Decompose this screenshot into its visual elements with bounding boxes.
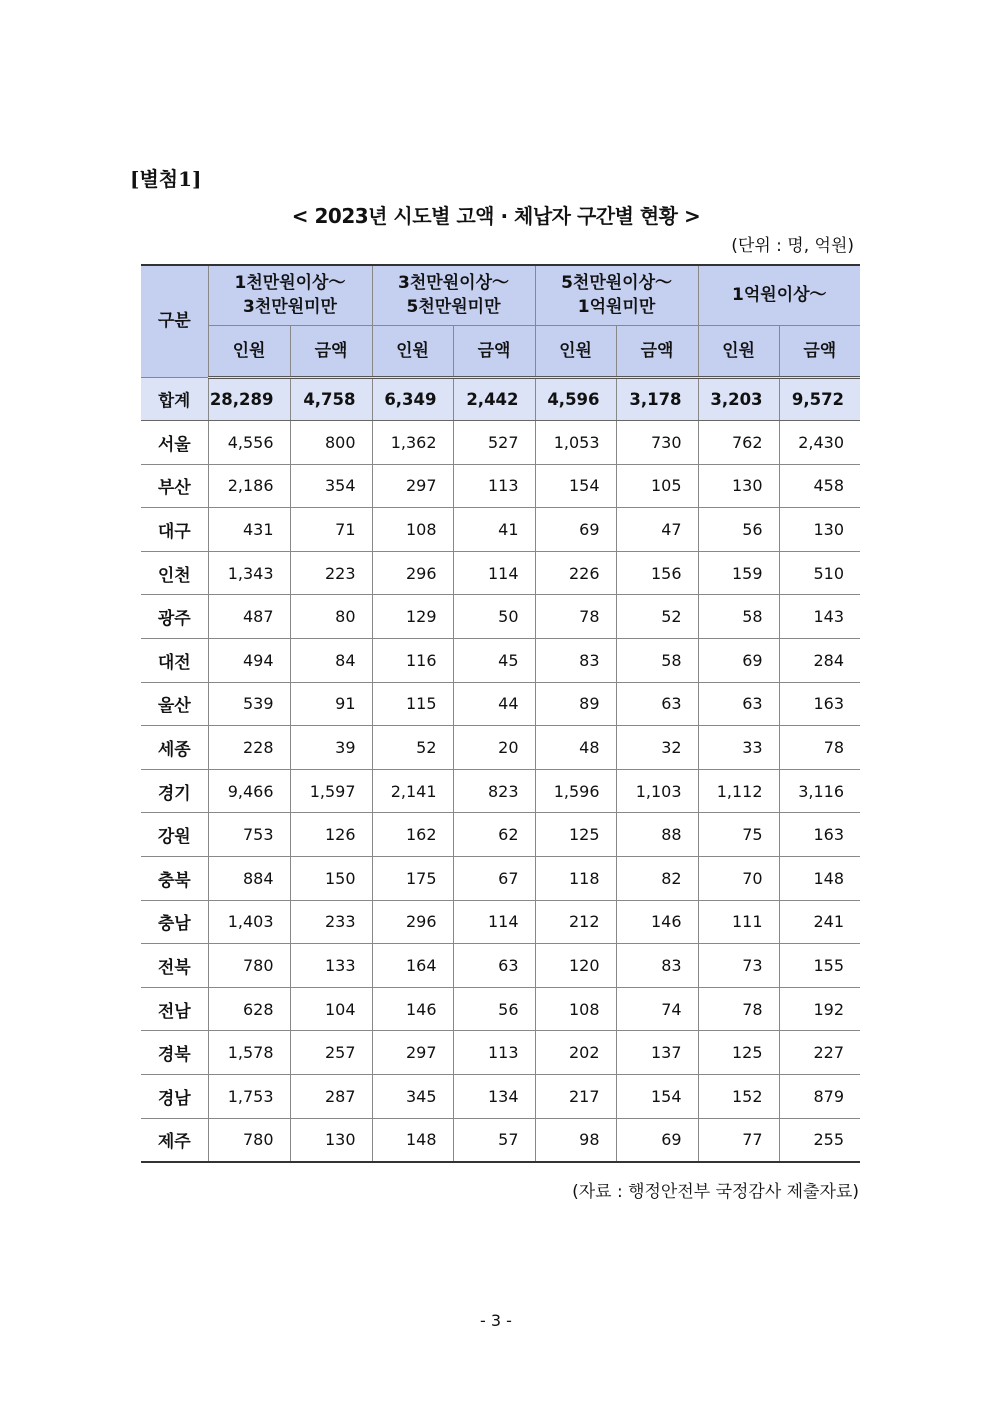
value-cell: 63 (698, 682, 779, 726)
value-cell: 58 (698, 595, 779, 639)
region-cell: 경북 (141, 1031, 208, 1075)
value-cell: 125 (535, 813, 616, 857)
value-cell: 98 (535, 1118, 616, 1162)
value-cell: 82 (616, 857, 698, 901)
header-sub: 금액 (453, 325, 535, 377)
value-cell: 4,758 (290, 377, 372, 421)
header-group: 3천만원이상～ 5천만원미만 (372, 265, 535, 325)
value-cell: 879 (779, 1075, 860, 1119)
value-cell: 297 (372, 1031, 453, 1075)
table-row (141, 769, 860, 813)
value-cell: 2,442 (453, 377, 535, 421)
value-cell: 1,362 (372, 421, 453, 465)
value-cell: 84 (290, 639, 372, 683)
region-cell: 경남 (141, 1075, 208, 1119)
value-cell: 63 (616, 682, 698, 726)
value-cell: 762 (698, 421, 779, 465)
value-cell: 56 (698, 508, 779, 552)
value-cell: 431 (208, 508, 290, 552)
value-cell: 228 (208, 726, 290, 770)
table-row (141, 595, 860, 639)
header-sub: 금액 (290, 325, 372, 377)
region-cell: 경기 (141, 769, 208, 813)
value-cell: 70 (698, 857, 779, 901)
value-cell: 233 (290, 900, 372, 944)
value-cell: 69 (698, 639, 779, 683)
header-sub: 인원 (698, 325, 779, 377)
header-sub: 인원 (372, 325, 453, 377)
value-cell: 126 (290, 813, 372, 857)
value-cell: 494 (208, 639, 290, 683)
value-cell: 52 (372, 726, 453, 770)
value-cell: 9,466 (208, 769, 290, 813)
value-cell: 4,596 (535, 377, 616, 421)
value-cell: 75 (698, 813, 779, 857)
header-sub: 인원 (208, 325, 290, 377)
value-cell: 296 (372, 900, 453, 944)
value-cell: 67 (453, 857, 535, 901)
value-cell: 108 (535, 987, 616, 1031)
value-cell: 83 (535, 639, 616, 683)
value-cell: 1,112 (698, 769, 779, 813)
value-cell: 118 (535, 857, 616, 901)
value-cell: 83 (616, 944, 698, 988)
value-cell: 4,556 (208, 421, 290, 465)
region-cell: 대전 (141, 639, 208, 683)
value-cell: 114 (453, 551, 535, 595)
value-cell: 3,203 (698, 377, 779, 421)
value-cell: 33 (698, 726, 779, 770)
value-cell: 148 (779, 857, 860, 901)
value-cell: 50 (453, 595, 535, 639)
value-cell: 104 (290, 987, 372, 1031)
value-cell: 115 (372, 682, 453, 726)
table-body (141, 377, 860, 1162)
value-cell: 78 (535, 595, 616, 639)
value-cell: 202 (535, 1031, 616, 1075)
page-number: - 3 - (480, 1311, 512, 1330)
region-cell: 세종 (141, 726, 208, 770)
value-cell: 74 (616, 987, 698, 1031)
value-cell: 134 (453, 1075, 535, 1119)
value-cell: 2,430 (779, 421, 860, 465)
value-cell: 1,753 (208, 1075, 290, 1119)
header-group: 1억원이상～ (698, 265, 860, 325)
table-row (141, 1118, 860, 1162)
value-cell: 154 (535, 464, 616, 508)
value-cell: 28,289 (208, 377, 290, 421)
table-row (141, 508, 860, 552)
value-cell: 69 (535, 508, 616, 552)
value-cell: 71 (290, 508, 372, 552)
value-cell: 227 (779, 1031, 860, 1075)
value-cell: 133 (290, 944, 372, 988)
value-cell: 111 (698, 900, 779, 944)
value-cell: 48 (535, 726, 616, 770)
value-cell: 297 (372, 464, 453, 508)
value-cell: 108 (372, 508, 453, 552)
value-cell: 296 (372, 551, 453, 595)
value-cell: 80 (290, 595, 372, 639)
table-row (141, 464, 860, 508)
table-row (141, 900, 860, 944)
value-cell: 539 (208, 682, 290, 726)
value-cell: 3,178 (616, 377, 698, 421)
value-cell: 130 (290, 1118, 372, 1162)
value-cell: 114 (453, 900, 535, 944)
value-cell: 753 (208, 813, 290, 857)
attachment-label: [별첨1] (130, 167, 202, 191)
table-row (141, 987, 860, 1031)
region-cell: 합계 (141, 377, 208, 421)
value-cell: 1,597 (290, 769, 372, 813)
value-cell: 78 (698, 987, 779, 1031)
table-row (141, 944, 860, 988)
table-row (141, 857, 860, 901)
region-cell: 전북 (141, 944, 208, 988)
value-cell: 57 (453, 1118, 535, 1162)
header-sub: 인원 (535, 325, 616, 377)
value-cell: 155 (779, 944, 860, 988)
value-cell: 130 (779, 508, 860, 552)
total-row (141, 377, 860, 421)
value-cell: 884 (208, 857, 290, 901)
value-cell: 105 (616, 464, 698, 508)
value-cell: 780 (208, 944, 290, 988)
value-cell: 175 (372, 857, 453, 901)
value-cell: 129 (372, 595, 453, 639)
value-cell: 130 (698, 464, 779, 508)
value-cell: 156 (616, 551, 698, 595)
value-cell: 69 (616, 1118, 698, 1162)
value-cell: 45 (453, 639, 535, 683)
value-cell: 143 (779, 595, 860, 639)
value-cell: 20 (453, 726, 535, 770)
value-cell: 41 (453, 508, 535, 552)
value-cell: 32 (616, 726, 698, 770)
header-sub: 금액 (616, 325, 698, 377)
value-cell: 58 (616, 639, 698, 683)
value-cell: 1,343 (208, 551, 290, 595)
value-cell: 458 (779, 464, 860, 508)
delinquent-taxpayer-table (141, 264, 860, 1163)
value-cell: 89 (535, 682, 616, 726)
value-cell: 217 (535, 1075, 616, 1119)
value-cell: 527 (453, 421, 535, 465)
value-cell: 628 (208, 987, 290, 1031)
value-cell: 823 (453, 769, 535, 813)
value-cell: 163 (779, 682, 860, 726)
value-cell: 91 (290, 682, 372, 726)
value-cell: 284 (779, 639, 860, 683)
value-cell: 148 (372, 1118, 453, 1162)
value-cell: 1,596 (535, 769, 616, 813)
table-row (141, 551, 860, 595)
value-cell: 162 (372, 813, 453, 857)
table-row (141, 421, 860, 465)
value-cell: 780 (208, 1118, 290, 1162)
region-cell: 울산 (141, 682, 208, 726)
value-cell: 1,403 (208, 900, 290, 944)
value-cell: 116 (372, 639, 453, 683)
header-sub: 금액 (779, 325, 860, 377)
region-cell: 강원 (141, 813, 208, 857)
value-cell: 510 (779, 551, 860, 595)
value-cell: 120 (535, 944, 616, 988)
value-cell: 255 (779, 1118, 860, 1162)
value-cell: 354 (290, 464, 372, 508)
value-cell: 1,578 (208, 1031, 290, 1075)
value-cell: 192 (779, 987, 860, 1031)
value-cell: 78 (779, 726, 860, 770)
value-cell: 77 (698, 1118, 779, 1162)
value-cell: 154 (616, 1075, 698, 1119)
table-row (141, 1031, 860, 1075)
value-cell: 1,103 (616, 769, 698, 813)
value-cell: 345 (372, 1075, 453, 1119)
region-cell: 부산 (141, 464, 208, 508)
value-cell: 146 (616, 900, 698, 944)
table-row (141, 682, 860, 726)
region-cell: 인천 (141, 551, 208, 595)
value-cell: 47 (616, 508, 698, 552)
region-cell: 충북 (141, 857, 208, 901)
region-cell: 대구 (141, 508, 208, 552)
region-cell: 충남 (141, 900, 208, 944)
header-group: 1천만원이상～ 3천만원미만 (208, 265, 372, 325)
value-cell: 212 (535, 900, 616, 944)
region-cell: 전남 (141, 987, 208, 1031)
region-cell: 서울 (141, 421, 208, 465)
value-cell: 63 (453, 944, 535, 988)
source-note: (자료 : 행정안전부 국정감사 제출자료) (572, 1182, 859, 1202)
document-title: < 2023년 시도별 고액 · 체납자 구간별 현황 > (291, 204, 701, 228)
table-row (141, 726, 860, 770)
value-cell: 56 (453, 987, 535, 1031)
value-cell: 223 (290, 551, 372, 595)
value-cell: 39 (290, 726, 372, 770)
value-cell: 62 (453, 813, 535, 857)
value-cell: 2,141 (372, 769, 453, 813)
value-cell: 241 (779, 900, 860, 944)
header-group: 5천만원이상～ 1억원미만 (535, 265, 698, 325)
value-cell: 52 (616, 595, 698, 639)
value-cell: 113 (453, 1031, 535, 1075)
value-cell: 1,053 (535, 421, 616, 465)
table-row (141, 813, 860, 857)
value-cell: 113 (453, 464, 535, 508)
header-row-sub (141, 325, 860, 377)
value-cell: 257 (290, 1031, 372, 1075)
table-row (141, 639, 860, 683)
value-cell: 800 (290, 421, 372, 465)
value-cell: 2,186 (208, 464, 290, 508)
value-cell: 287 (290, 1075, 372, 1119)
unit-note: (단위 : 명, 억원) (731, 236, 854, 256)
value-cell: 226 (535, 551, 616, 595)
region-cell: 제주 (141, 1118, 208, 1162)
value-cell: 487 (208, 595, 290, 639)
value-cell: 137 (616, 1031, 698, 1075)
value-cell: 150 (290, 857, 372, 901)
table-row (141, 1075, 860, 1119)
value-cell: 159 (698, 551, 779, 595)
value-cell: 3,116 (779, 769, 860, 813)
value-cell: 146 (372, 987, 453, 1031)
value-cell: 152 (698, 1075, 779, 1119)
value-cell: 125 (698, 1031, 779, 1075)
value-cell: 164 (372, 944, 453, 988)
header-category: 구분 (141, 265, 208, 377)
header-row-groups (141, 265, 860, 325)
value-cell: 9,572 (779, 377, 860, 421)
value-cell: 88 (616, 813, 698, 857)
value-cell: 6,349 (372, 377, 453, 421)
value-cell: 44 (453, 682, 535, 726)
value-cell: 730 (616, 421, 698, 465)
value-cell: 73 (698, 944, 779, 988)
value-cell: 163 (779, 813, 860, 857)
region-cell: 광주 (141, 595, 208, 639)
